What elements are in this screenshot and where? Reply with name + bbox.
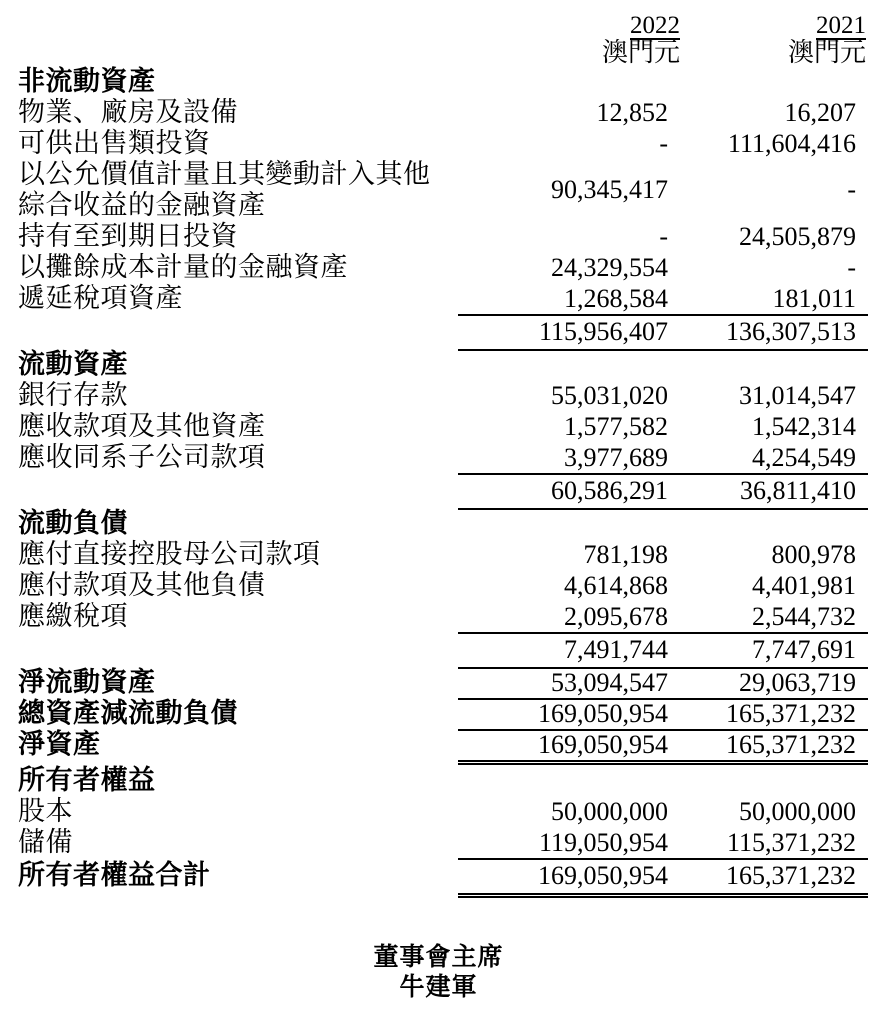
- value-2021: 7,747,691: [752, 635, 856, 664]
- row-afs-investments: [18, 128, 877, 159]
- row-deferred-tax-assets: [18, 283, 877, 314]
- value-2022: 12,852: [596, 98, 668, 127]
- value-2022: 119,050,954: [538, 828, 668, 857]
- value-2021: 29,063,719: [739, 668, 856, 697]
- row-due-from-fellow-subsidiaries: [18, 442, 877, 473]
- value-2022: 3,977,689: [564, 443, 668, 472]
- row-values: [458, 128, 868, 159]
- row-total-assets-less-current-liabilities: [18, 698, 877, 729]
- row-values: [458, 283, 868, 316]
- row-values: [458, 601, 868, 634]
- value-2022: -: [659, 129, 668, 158]
- currency-2021-label: 澳門元: [787, 38, 866, 67]
- value-2021: 136,307,513: [726, 317, 856, 346]
- value-2021: 16,207: [784, 98, 856, 127]
- row-label: 應付款項及其他負債: [18, 570, 266, 600]
- value-2022: 115,956,407: [538, 317, 668, 346]
- value-2022: 169,050,954: [538, 861, 668, 890]
- row-label: 銀行存款: [18, 380, 128, 410]
- row-noncurrent-assets-total: [18, 314, 877, 349]
- year-2022-label: 2022: [630, 12, 680, 39]
- row-bank-deposits: [18, 380, 877, 411]
- row-label: 遞延稅項資產: [18, 283, 183, 313]
- row-owners-equity-total: [18, 858, 877, 893]
- row-current-assets-total: [18, 473, 877, 508]
- row-values: [458, 442, 868, 475]
- header-currency-row: [18, 40, 877, 66]
- value-2021: 165,371,232: [726, 699, 856, 728]
- value-2021: 4,254,549: [752, 443, 856, 472]
- row-share-capital: [18, 796, 877, 827]
- value-2021: 31,014,547: [739, 381, 856, 410]
- row-ppe: [18, 97, 877, 128]
- value-2022: 4,614,868: [564, 571, 668, 600]
- row-values: [458, 411, 868, 442]
- column-2021-header: [680, 12, 868, 40]
- value-2022: 24,329,554: [551, 253, 668, 282]
- row-due-to-immediate-parent: [18, 539, 877, 570]
- row-values: [458, 827, 868, 860]
- year-2021-label: 2021: [816, 12, 866, 39]
- row-current-liabilities-total: [18, 632, 877, 667]
- row-fvoci-financial-assets: [18, 159, 877, 221]
- row-tax-payable: [18, 601, 877, 632]
- row-values: [458, 796, 868, 827]
- row-amortized-cost-assets: [18, 252, 877, 283]
- row-label: 應收款項及其他資產: [18, 411, 266, 441]
- row-values: [458, 632, 868, 669]
- row-values: [458, 570, 868, 601]
- section-title: 流動資產: [18, 349, 128, 379]
- value-2022: -: [659, 222, 668, 251]
- row-label: 儲備: [18, 827, 73, 857]
- value-2021: 111,604,416: [727, 129, 856, 158]
- row-values: [458, 473, 868, 510]
- value-2022: 60,586,291: [551, 476, 668, 505]
- value-2021: 115,371,232: [726, 828, 856, 857]
- value-2022: 7,491,744: [564, 635, 668, 664]
- signature-name: 牛建軍: [399, 974, 478, 1001]
- row-held-to-maturity: [18, 221, 877, 252]
- section-current-liabilities: [18, 508, 877, 539]
- row-label: 物業、廠房及設備: [18, 97, 238, 127]
- section-title: 所有者權益: [18, 765, 156, 795]
- value-2021: 800,978: [771, 540, 856, 569]
- row-label: 應付直接控股母公司款項: [18, 539, 321, 569]
- value-2022: 1,268,584: [564, 284, 668, 313]
- row-label: 以攤餘成本計量的金融資產: [18, 252, 348, 282]
- row-values: [458, 314, 868, 351]
- row-net-assets: [18, 729, 877, 760]
- value-2022: 1,577,582: [564, 412, 668, 441]
- header-years: [458, 12, 868, 40]
- row-label: 總資產減流動負債: [18, 698, 238, 728]
- value-2022: 50,000,000: [551, 797, 668, 826]
- value-2021: 4,401,981: [752, 571, 856, 600]
- value-2021: 50,000,000: [739, 797, 856, 826]
- row-label: 應收同系子公司款項: [18, 442, 266, 472]
- value-2022: 90,345,417: [551, 175, 668, 204]
- row-label-line2: 綜合收益的金融資產: [18, 190, 266, 220]
- value-2021: -: [847, 253, 856, 282]
- value-2022: 781,198: [583, 540, 668, 569]
- value-2022: 169,050,954: [538, 699, 668, 728]
- value-2022: 55,031,020: [551, 381, 668, 410]
- value-2022: 2,095,678: [564, 602, 668, 631]
- value-2022: 53,094,547: [551, 668, 668, 697]
- header-years-row: [18, 12, 877, 40]
- row-label: [18, 159, 458, 221]
- row-payables-other-liabilities: [18, 570, 877, 601]
- row-label: 淨資產: [18, 729, 101, 759]
- signature-block: [9, 943, 868, 1003]
- row-values: [458, 252, 868, 283]
- section-current-assets: [18, 349, 877, 380]
- value-2022: 169,050,954: [538, 730, 668, 759]
- value-2021: 2,544,732: [752, 602, 856, 631]
- row-label: 應繳稅項: [18, 601, 128, 631]
- value-2021: -: [847, 175, 856, 204]
- row-net-current-assets: [18, 667, 877, 698]
- currency-2022-label: 澳門元: [601, 38, 680, 67]
- row-label: 所有者權益合計: [18, 860, 211, 890]
- row-label: 可供出售類投資: [18, 128, 211, 158]
- row-values: [458, 159, 868, 221]
- header-currencies: [458, 40, 868, 66]
- row-values: [458, 97, 868, 128]
- row-values: [458, 380, 868, 411]
- row-reserves: [18, 827, 877, 858]
- column-2022-header: [458, 12, 680, 40]
- row-values: [458, 667, 868, 700]
- section-title: 流動負債: [18, 508, 128, 538]
- row-values: [458, 539, 868, 570]
- section-noncurrent-assets: [18, 66, 877, 97]
- row-label-line1: 以公允價值計量且其變動計入其他: [18, 159, 431, 189]
- value-2021: 1,542,314: [752, 412, 856, 441]
- value-2021: 36,811,410: [739, 476, 856, 505]
- row-label: 持有至到期日投資: [18, 221, 238, 251]
- value-2021: 165,371,232: [726, 730, 856, 759]
- row-values: [458, 698, 868, 731]
- row-label: 淨流動資產: [18, 667, 156, 697]
- row-receivables-other-assets: [18, 411, 877, 442]
- signature-title: 董事會主席: [373, 944, 504, 971]
- row-label: 股本: [18, 796, 73, 826]
- value-2021: 24,505,879: [739, 222, 856, 251]
- row-values: [458, 221, 868, 252]
- value-2021: 165,371,232: [726, 861, 856, 890]
- row-values: [458, 858, 868, 895]
- row-values: [458, 729, 868, 762]
- section-owners-equity: [18, 765, 877, 796]
- value-2021: 181,011: [772, 284, 856, 313]
- section-title: 非流動資產: [18, 66, 156, 96]
